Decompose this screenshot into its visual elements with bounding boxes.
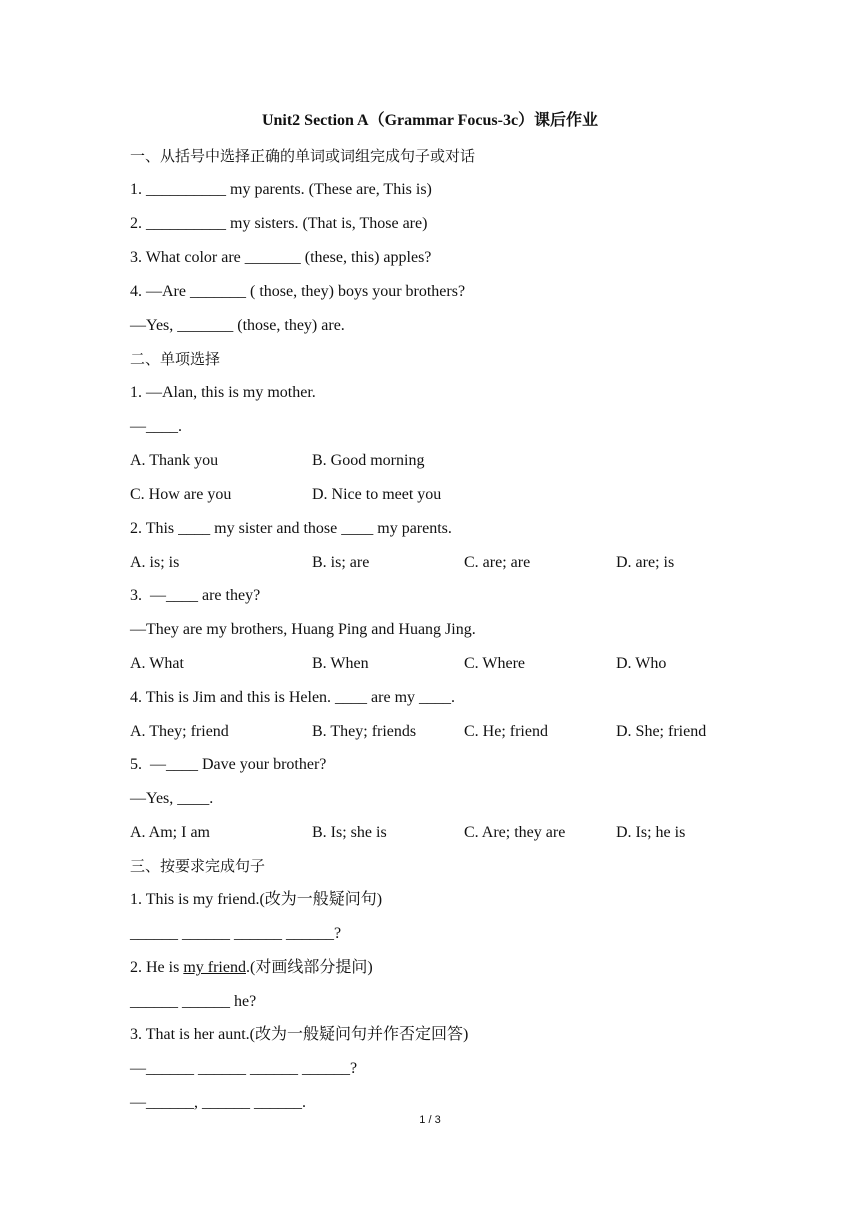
stem-instruction: .(对画线部分提问) — [245, 959, 373, 976]
options-row — [130, 484, 750, 506]
option-a: A. They; friend — [130, 723, 229, 740]
option-b: B. When — [312, 655, 369, 672]
option-b: B. They; friends — [312, 723, 417, 740]
option-d: D. are; is — [616, 554, 675, 571]
question-stem: 1. This is my friend.(改为一般疑问句) — [130, 891, 383, 908]
option-c: C. Are; they are — [464, 824, 566, 841]
section-1-line: —Yes, _______ (those, they) are. — [130, 317, 345, 334]
question-stem: 3. —____ are they? — [130, 587, 261, 604]
option-a: A. Thank you — [130, 452, 219, 469]
options-row — [130, 653, 750, 675]
question-reply: —____. — [130, 418, 182, 435]
options-row — [130, 552, 750, 574]
answer-blanks: —______ ______ ______ ______? — [130, 1060, 358, 1077]
question-stem: 5. —____ Dave your brother? — [130, 756, 327, 773]
question-stem: 3. That is her aunt.(改为一般疑问句并作否定回答) — [130, 1026, 469, 1043]
question-reply: —They are my brothers, Huang Ping and Huang Jing. — [130, 621, 476, 638]
option-d: D. She; friend — [616, 723, 707, 740]
option-a: A. Am; I am — [130, 824, 210, 841]
page-number: 1 / 3 — [419, 1114, 441, 1126]
section-1-line: 1. __________ my parents. (These are, This is) — [130, 181, 432, 198]
answer-blanks: —______, ______ ______. — [130, 1094, 306, 1111]
option-b: B. is; are — [312, 554, 370, 571]
section-1-line: 2. __________ my sisters. (That is, Those are) — [130, 215, 428, 232]
option-b: B. Good morning — [312, 452, 425, 469]
option-d: D. Nice to meet you — [312, 486, 442, 503]
option-c: C. How are you — [130, 486, 232, 503]
section-1-heading: 一、从括号中选择正确的单词或词组完成句子或对话 — [130, 147, 476, 165]
option-a: A. What — [130, 655, 184, 672]
option-b: B. Is; she is — [312, 824, 387, 841]
answer-blanks: ______ ______ he? — [130, 993, 257, 1010]
question-reply: —Yes, ____. — [130, 790, 214, 807]
option-d: D. Who — [616, 655, 667, 672]
question-stem: 1. —Alan, this is my mother. — [130, 384, 316, 401]
question-stem: 2. This ____ my sister and those ____ my parents. — [130, 520, 452, 537]
stem-text: 2. He is — [130, 959, 184, 976]
section-3-heading: 三、按要求完成句子 — [130, 857, 266, 875]
option-c: C. are; are — [464, 554, 531, 571]
options-row — [130, 721, 750, 743]
answer-blanks: ______ ______ ______ ______? — [130, 925, 342, 942]
option-d: D. Is; he is — [616, 824, 686, 841]
section-1-line: 4. —Are _______ ( those, they) boys your brothers? — [130, 283, 466, 300]
document-title: Unit2 Section A（Grammar Focus-3c）课后作业 — [261, 112, 599, 129]
option-a: A. is; is — [130, 554, 180, 571]
underlined-phrase: my friend — [183, 959, 246, 976]
option-c: C. Where — [464, 655, 526, 672]
question-stem: 4. This is Jim and this is Helen. ____ are my ____. — [130, 689, 456, 706]
question-stem — [130, 957, 373, 979]
section-1-line: 3. What color are _______ (these, this) apples? — [130, 249, 432, 266]
section-2-heading: 二、单项选择 — [130, 350, 221, 368]
options-row — [130, 450, 750, 472]
option-c: C. He; friend — [464, 723, 548, 740]
options-row — [130, 822, 750, 844]
